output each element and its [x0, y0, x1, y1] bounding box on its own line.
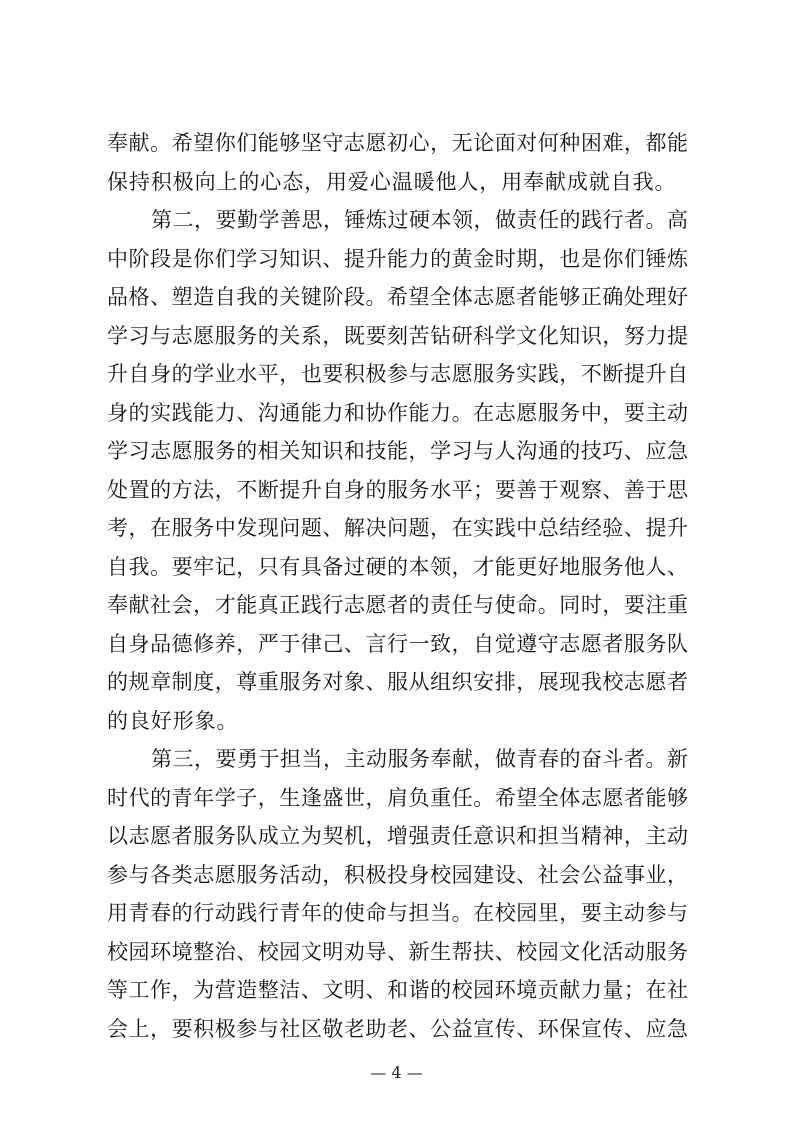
text-line: 奉献社会，才能真正践行志愿者的责任与使命。同时，要注重 [107, 593, 688, 617]
text-line: 考，在服务中发现问题、解决问题，在实践中总结经验、提升 [107, 516, 688, 540]
text-line: 第三，要勇于担当，主动服务奉献，做青春的奋斗者。新 [151, 747, 688, 771]
text-line: 的规章制度，尊重服务对象、服从组织安排，展现我校志愿者 [107, 670, 688, 694]
text-line: 校园环境整治、校园文明劝导、新生帮扶、校园文化活动服务 [107, 939, 688, 964]
text-line: 第二，要勤学善思，锤炼过硬本领，做责任的践行者。高 [151, 208, 688, 232]
text-line: 学习志愿服务的相关知识和技能，学习与人沟通的技巧、应急 [107, 439, 688, 463]
paragraph-third [107, 740, 688, 1048]
text-line: 奉献。希望你们能够坚守志愿初心，无论面对何种困难，都能 [107, 131, 688, 155]
text-line: 用青春的行动践行青年的使命与担当。在校园里，要主动参与 [107, 901, 688, 925]
page-number: — 4 — [370, 1063, 423, 1082]
text-line: 学习与志愿服务的关系，既要刻苦钻研科学文化知识，努力提 [107, 323, 688, 348]
text-line: 身的实践能力、沟通能力和协作能力。在志愿服务中，要主动 [107, 400, 688, 425]
document-body [107, 124, 688, 1048]
text-line: 升自身的学业水平，也要积极参与志愿服务实践，不断提升自 [107, 362, 688, 386]
text-line: 等工作，为营造整洁、文明、和谐的校园环境贡献力量；在社 [107, 978, 688, 1002]
text-line: 会上，要积极参与社区敬老助老、公益宣传、环保宣传、应急 [107, 1016, 688, 1041]
paragraph-second [107, 201, 688, 740]
text-line: 中阶段是你们学习知识、提升能力的黄金时期，也是你们锤炼 [107, 246, 688, 271]
text-line: 的良好形象。 [107, 708, 239, 733]
text-line: 处置的方法，不断提升自身的服务水平；要善于观察、善于思 [107, 477, 688, 502]
text-line: 自我。要牢记，只有具备过硬的本领，才能更好地服务他人、 [107, 554, 688, 579]
text-line: 以志愿者服务队成立为契机，增强责任意识和担当精神，主动 [107, 824, 688, 848]
text-line: 自身品德修养，严于律己、言行一致，自觉遵守志愿者服务队 [107, 631, 688, 656]
text-line: 保持积极向上的心态，用爱心温暖他人，用奉献成就自我。 [107, 169, 677, 194]
text-line: 品格、塑造自我的关键阶段。希望全体志愿者能够正确处理好 [107, 285, 688, 309]
paragraph-continuation [107, 124, 688, 201]
text-line: 参与各类志愿服务活动，积极投身校园建设、社会公益事业， [107, 862, 688, 887]
text-line: 时代的青年学子，生逢盛世，肩负重任。希望全体志愿者能够 [107, 785, 688, 810]
